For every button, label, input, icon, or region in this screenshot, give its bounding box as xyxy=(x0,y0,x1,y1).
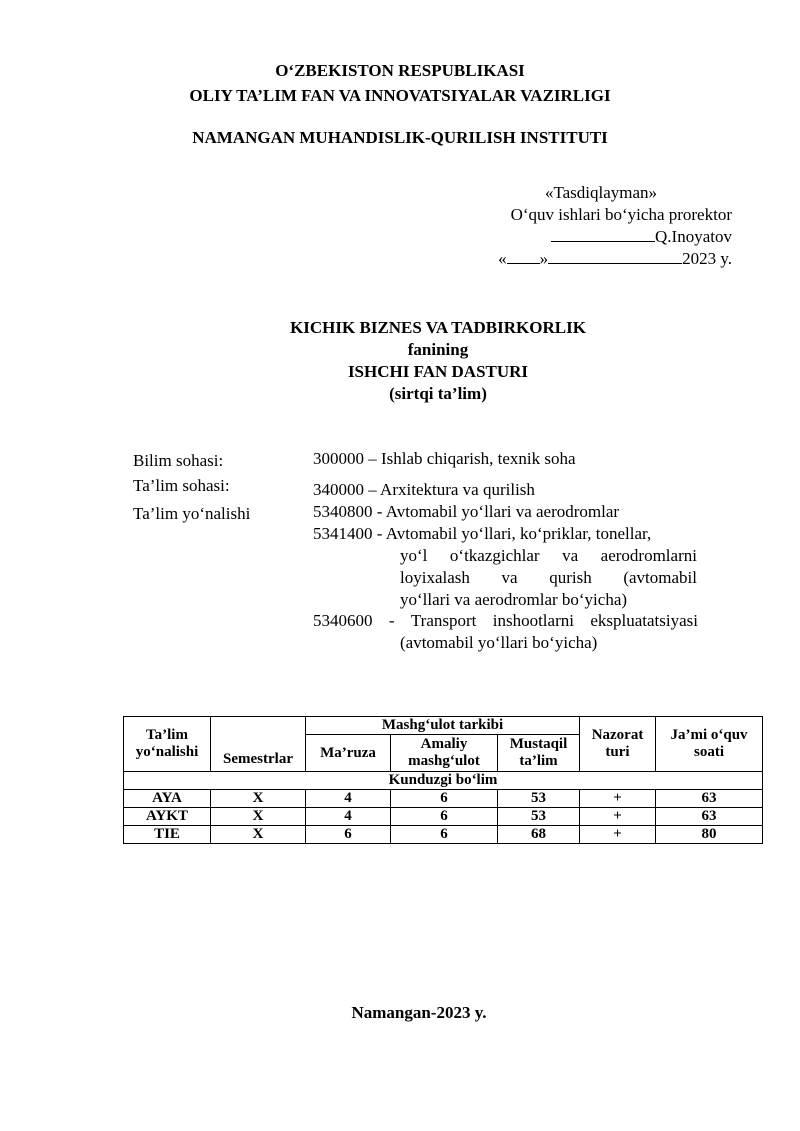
date-close-quote: » xyxy=(539,249,549,268)
institute-name: NAMANGAN MUHANDISLIK-QURILISH INSTITUTI xyxy=(192,128,608,147)
course-title-block xyxy=(0,317,800,405)
table-row xyxy=(124,808,763,826)
approval-block xyxy=(470,182,732,270)
word: - xyxy=(388,611,395,630)
approver-name: Q.Inoyatov xyxy=(655,227,732,246)
word: inshootlarni xyxy=(492,611,574,630)
cell-direction: TIE xyxy=(124,826,211,844)
word: va xyxy=(562,546,579,565)
talim-value: 340000 – Arxitektura va qurilish xyxy=(313,480,535,499)
header-lecture: Ma’ruza xyxy=(306,735,391,772)
cell-semester: X xyxy=(211,808,306,826)
direction-1: 5340800 - Avtomabil yo‘llari va aerodromlar xyxy=(313,502,620,521)
footer-place-year: Namangan-2023 y. xyxy=(351,1003,487,1022)
word: aerodromlarni xyxy=(600,546,697,565)
approval-title: «Tasdiqlayman» xyxy=(544,183,658,202)
header-composition: Mashg‘ulot tarkibi xyxy=(306,717,580,735)
bilim-label: Bilim sohasi: xyxy=(133,451,224,470)
program-title: ISHCHI FAN DASTURI xyxy=(347,362,529,381)
header-total: Ja’mi o‘quv soati xyxy=(656,717,763,772)
word: Transport xyxy=(410,611,477,630)
direction-2-head: 5341400 - Avtomabil yo‘llari, ko‘priklar, tonellar, xyxy=(313,524,652,543)
approval-position: O‘quv ishlari bo‘yicha prorektor xyxy=(510,205,732,224)
cell-direction: AYA xyxy=(124,790,211,808)
cell-semester: X xyxy=(211,826,306,844)
date-open-quote: « xyxy=(498,249,507,268)
word: va xyxy=(501,568,518,587)
word: loyixalash xyxy=(400,568,470,587)
course-fanining: fanining xyxy=(407,340,469,359)
cell-independent: 68 xyxy=(498,826,580,844)
direction-2-cont xyxy=(400,545,697,611)
cell-independent: 53 xyxy=(498,790,580,808)
header-semesters: Semestrlar xyxy=(211,717,306,772)
direction-2-line-4: yo‘llari va aerodromlar bo‘yicha) xyxy=(400,590,628,609)
cell-lecture: 4 xyxy=(306,808,391,826)
month-line xyxy=(548,248,682,264)
word: o‘tkazgichlar xyxy=(449,546,540,565)
day-line xyxy=(507,248,540,264)
direction-2-line-3 xyxy=(400,567,697,589)
cell-practical: 6 xyxy=(391,808,498,826)
cell-direction: AYKT xyxy=(124,808,211,826)
talim-label: Ta’lim sohasi: xyxy=(133,476,230,495)
yonalish-label: Ta’lim yo‘nalishi xyxy=(133,504,251,523)
word: ekspluatatsiyasi xyxy=(590,611,698,630)
hours-table xyxy=(123,716,763,844)
table-row xyxy=(124,790,763,808)
cell-semester: X xyxy=(211,790,306,808)
section-row: Kunduzgi bo‘lim xyxy=(124,772,763,790)
date-year: 2023 y. xyxy=(682,249,732,268)
word: 5340600 xyxy=(313,611,373,630)
cell-lecture: 4 xyxy=(306,790,391,808)
cell-total: 63 xyxy=(656,790,763,808)
word: (avtomabil xyxy=(623,568,697,587)
header-direction: Ta’lim yo‘nalishi xyxy=(124,717,211,772)
header-independent: Mustaqil ta’lim xyxy=(498,735,580,772)
cell-lecture: 6 xyxy=(306,826,391,844)
cell-practical: 6 xyxy=(391,790,498,808)
approval-date xyxy=(470,248,732,270)
header-practical: Amaliy mashg‘ulot xyxy=(391,735,498,772)
bilim-value: 300000 – Ishlab chiqarish, texnik soha xyxy=(313,449,576,468)
approval-signature xyxy=(470,226,732,248)
word: qurish xyxy=(549,568,592,587)
cell-total: 80 xyxy=(656,826,763,844)
direction-3-line-2: (avtomabil yo‘llari bo‘yicha) xyxy=(400,633,598,652)
word: yo‘l xyxy=(400,546,428,565)
ministry-line: OLIY TA’LIM FAN VA INNOVATSIYALAR VAZIRLIGI xyxy=(189,86,611,105)
direction-3-head xyxy=(313,610,698,632)
table-row xyxy=(124,826,763,844)
cell-control: + xyxy=(580,808,656,826)
signature-line xyxy=(551,226,655,242)
ministry-header xyxy=(0,58,800,108)
cell-independent: 53 xyxy=(498,808,580,826)
cell-total: 63 xyxy=(656,808,763,826)
direction-2-line-2 xyxy=(400,545,697,567)
cell-control: + xyxy=(580,826,656,844)
cell-control: + xyxy=(580,790,656,808)
republic-line: O‘ZBEKISTON RESPUBLIKASI xyxy=(275,61,525,80)
study-form: (sirtqi ta’lim) xyxy=(389,384,487,403)
cell-practical: 6 xyxy=(391,826,498,844)
header-control: Nazorat turi xyxy=(580,717,656,772)
course-name: KICHIK BIZNES VA TADBIRKORLIK xyxy=(290,318,586,337)
